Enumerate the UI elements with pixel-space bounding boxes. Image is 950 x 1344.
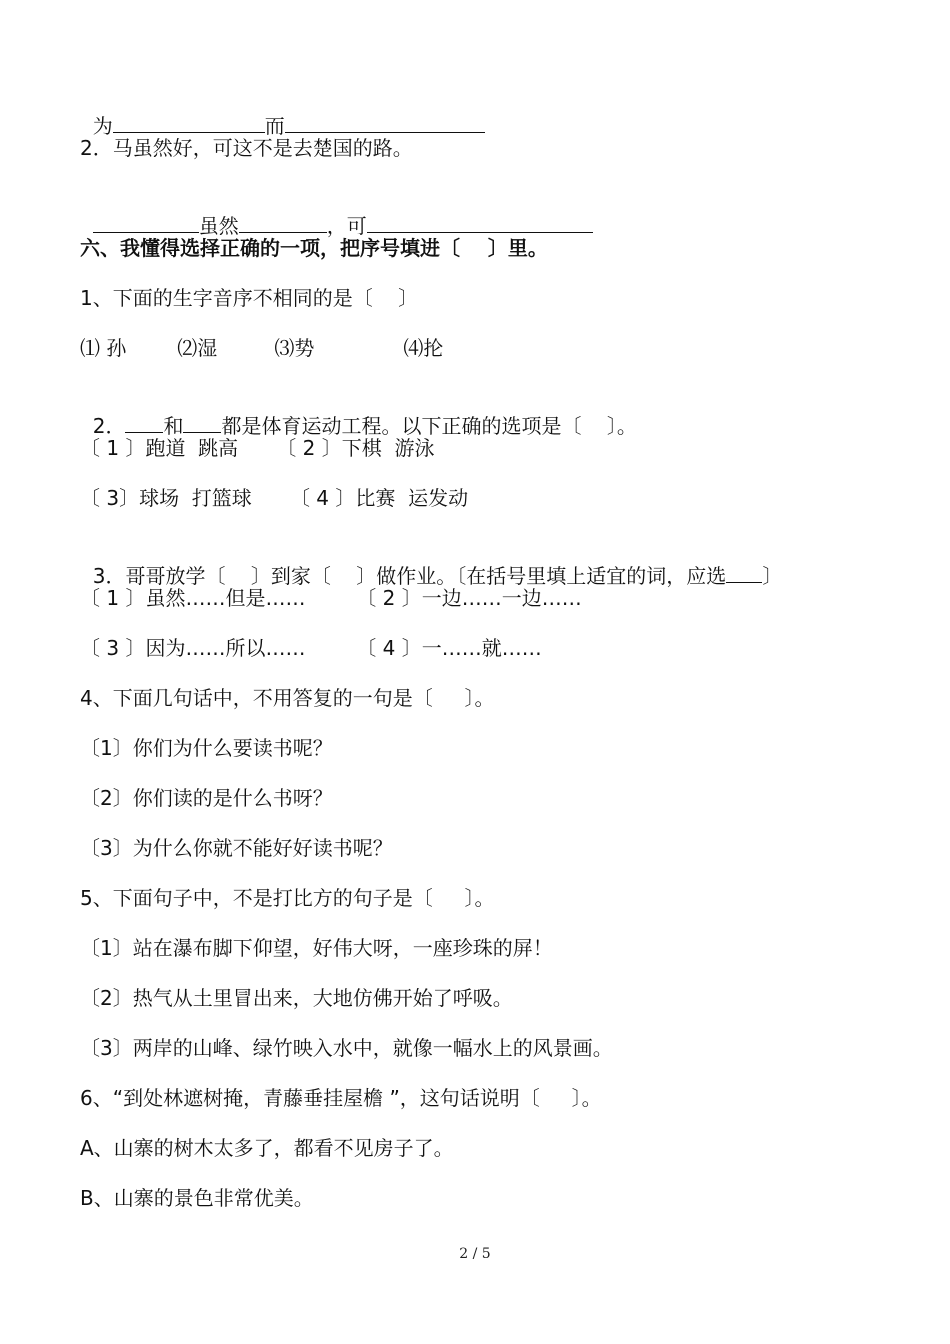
question-2 (80, 384, 637, 440)
question-4-option-1: 〔1〕你们为什么要读书呢？ (80, 736, 333, 760)
question-5-option-2: 〔2〕热气从土里冒出来，大地仿佛开始了呼吸。 (80, 986, 513, 1010)
question-5-option-1: 〔1〕站在瀑布脚下仰望，好伟大呀，一座珍珠的屏！ (80, 936, 553, 960)
blank-6[interactable] (125, 412, 163, 433)
question-6: 6、“到处林遮树掩，青藤垂挂屋檐 ”，这句话说明〔 〕。 (80, 1086, 602, 1110)
question-4: 4、下面几句话中，不用答复的一句是〔 〕。 (80, 686, 495, 710)
question-6-option-a: A、山寨的树木太多了，都看不见房子了。 (80, 1136, 454, 1160)
question-6-option-b: B、山寨的景色非常优美。 (80, 1186, 314, 1210)
text-suiran: 虽然 (198, 214, 239, 238)
question-2-options-a: 〔 1 〕跑道 跳高 〔 2 〕下棋 游泳 (80, 436, 435, 460)
q3-close: 〕 (762, 564, 783, 588)
section-6-heading: 六、我懂得选择正确的一项，把序号填进〔 〕里。 (80, 236, 548, 260)
question-3 (80, 534, 782, 590)
text-wei: 为 (92, 114, 113, 138)
blank-5[interactable] (367, 212, 593, 233)
q3-text: 3．哥哥放学〔 〕到家〔 〕做作业。〔在括号里填上适宜的词，应选 (92, 564, 727, 588)
question-2-options-b: 〔 3〕球场 打篮球 〔 4 〕比赛 运发动 (80, 486, 469, 510)
question-3-options-b: 〔 3 〕因为……所以…… 〔 4 〕一……就…… (80, 636, 542, 660)
question-1-options: ⑴ 孙 ⑵湿 ⑶势 ⑷抡 (80, 336, 444, 360)
question-3-options-a: 〔 1 〕虽然……但是…… 〔 2 〕一边……一边…… (80, 586, 582, 610)
blank-1[interactable] (113, 112, 265, 133)
fill-line-wei-er (80, 84, 485, 140)
text-ke: ，可 (326, 214, 367, 238)
blank-3[interactable] (93, 212, 199, 233)
blank-7[interactable] (183, 412, 221, 433)
blank-4[interactable] (239, 212, 327, 233)
text-er: 而 (264, 114, 285, 138)
question-5-option-3: 〔3〕两岸的山峰、绿竹映入水中，就像一幅水上的风景画。 (80, 1036, 613, 1060)
fill-line-suiran (80, 184, 593, 240)
question-4-option-2: 〔2〕你们读的是什么书呀？ (80, 786, 333, 810)
sentence-2: 2．马虽然好，可这不是去楚国的路。 (80, 136, 413, 160)
q2-he: 和 (163, 414, 184, 438)
page-number: 2 / 5 (459, 1246, 491, 1262)
q2-num: 2． (92, 414, 126, 438)
blank-2[interactable] (285, 112, 485, 133)
question-4-option-3: 〔3〕为什么你就不能好好读书呢？ (80, 836, 393, 860)
question-5: 5、下面句子中，不是打比方的句子是〔 〕。 (80, 886, 495, 910)
question-1: 1、下面的生字音序不相同的是〔 〕 (80, 286, 419, 310)
q2-rest: 都是体育运动工程。以下正确的选项是〔 〕。 (221, 414, 637, 438)
blank-8[interactable] (726, 562, 762, 583)
